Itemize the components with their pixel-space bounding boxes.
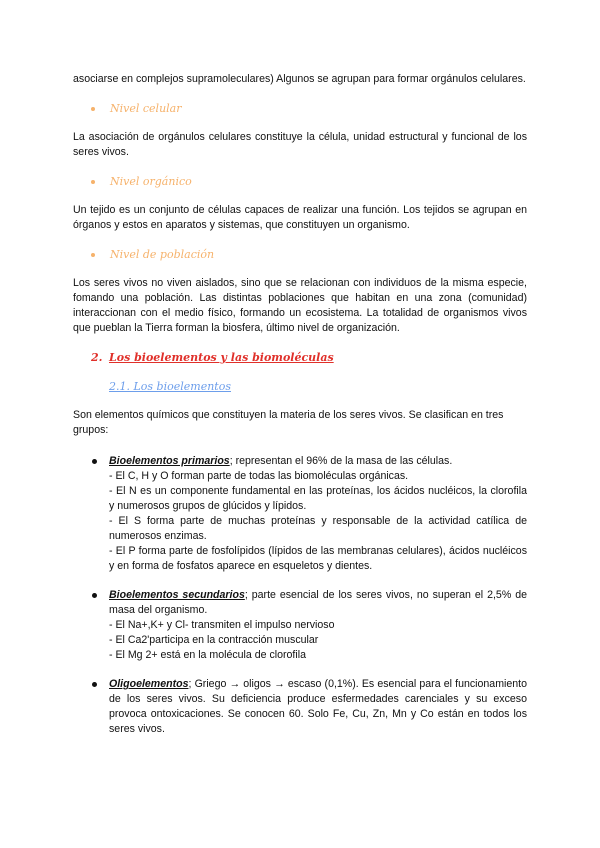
bullet-icon bbox=[91, 253, 95, 257]
bullet-icon bbox=[91, 180, 95, 184]
detail-line: - El S forma parte de muchas proteínas y responsable de la actividad catílica de numerosos enzimas. bbox=[109, 515, 527, 542]
heading-nivel-organico bbox=[73, 174, 527, 189]
intro-paragraph: asociarse en complejos supramoleculares) Algunos se agrupan para formar orgánulos celulares. bbox=[73, 73, 526, 85]
detail-line: - El Na+,K+ y Cl- transmiten el impulso nervioso bbox=[109, 619, 335, 631]
bullet-icon bbox=[92, 459, 97, 464]
detail-line: - El Mg 2+ está en la molécula de clorofila bbox=[109, 649, 306, 661]
term-description: ; parte esencial de los seres vivos, no superan el 2,5% de masa del organismo. bbox=[109, 589, 527, 616]
term-label: Oligoelementos bbox=[109, 678, 189, 690]
heading-label: Nivel orgánico bbox=[110, 175, 192, 188]
bullet-icon bbox=[92, 593, 97, 598]
term-label: Bioelementos secundarios bbox=[109, 589, 245, 601]
paragraph-nivel-poblacion: Los seres vivos no viven aislados, sino que se relacionan con individuos de la misma especie, fomando una población. Las distintas poblaciones que habitan en una zona (comunidad) interaccionan con el medio físico, formando un ecosistema. La totalidad de organismos vivos que pueblan la Tierra forman la biosfera, último nivel de organización. bbox=[73, 277, 527, 334]
page-content bbox=[73, 72, 527, 737]
term-label: Bioelementos primarios bbox=[109, 455, 230, 467]
list-item-oligoelementos bbox=[73, 677, 527, 737]
section-title: Los bioelementos y las biomoléculas bbox=[109, 351, 334, 364]
section-intro-paragraph: Son elementos químicos que constituyen la materia de los seres vivos. Se clasifican en tres grupos: bbox=[73, 409, 504, 436]
bullet-icon bbox=[91, 107, 95, 111]
detail-line: - El P forma parte de fosfolípidos (lípidos de las membranas celulares), ácidos nucléicos y en forma de fosfatos aparece en esqueletos y dientes. bbox=[109, 545, 527, 572]
detail-line: - El C, H y O forman parte de todas las biomoléculas orgánicas. bbox=[109, 470, 409, 482]
heading-label: Nivel celular bbox=[110, 102, 182, 115]
paragraph-nivel-organico: Un tejido es un conjunto de células capaces de realizar una función. Los tejidos se agrupan en órganos y estos en aparatos y sistemas, que constituyen un organismo. bbox=[73, 204, 527, 231]
bullet-icon bbox=[92, 682, 97, 687]
list-item-primarios bbox=[73, 454, 527, 574]
heading-label: Nivel de población bbox=[110, 248, 215, 261]
section-heading-2-1: 2.1. Los bioelementos bbox=[109, 380, 231, 393]
term-description: ; Griego → oligos → escaso (0,1%). Es esencial para el funcionamiento de los seres vivos. Su deficiencia produce esfermedades carenciales y su exceso provoca ontoxicaciones. Se conocen 60. Solo Fe, Cu, Zn, Mn y Co están en todos los seres vivos. bbox=[109, 678, 527, 735]
paragraph-nivel-celular: La asociación de orgánulos celulares constituye la célula, unidad estructural y funcional de los seres vivos. bbox=[73, 131, 527, 158]
list-item-secundarios bbox=[73, 588, 527, 663]
detail-line: - El Ca2'participa en la contracción muscular bbox=[109, 634, 319, 646]
heading-nivel-celular bbox=[73, 101, 527, 116]
term-description: ; representan el 96% de la masa de las células. bbox=[229, 455, 453, 467]
section-number: 2. bbox=[91, 351, 103, 364]
heading-nivel-poblacion bbox=[73, 247, 527, 262]
section-heading-2 bbox=[73, 350, 527, 365]
detail-line: - El N es un componente fundamental en las proteínas, los ácidos nucléicos, la clorofila y numerosos grupos de glúcidos y lípidos. bbox=[109, 485, 527, 512]
